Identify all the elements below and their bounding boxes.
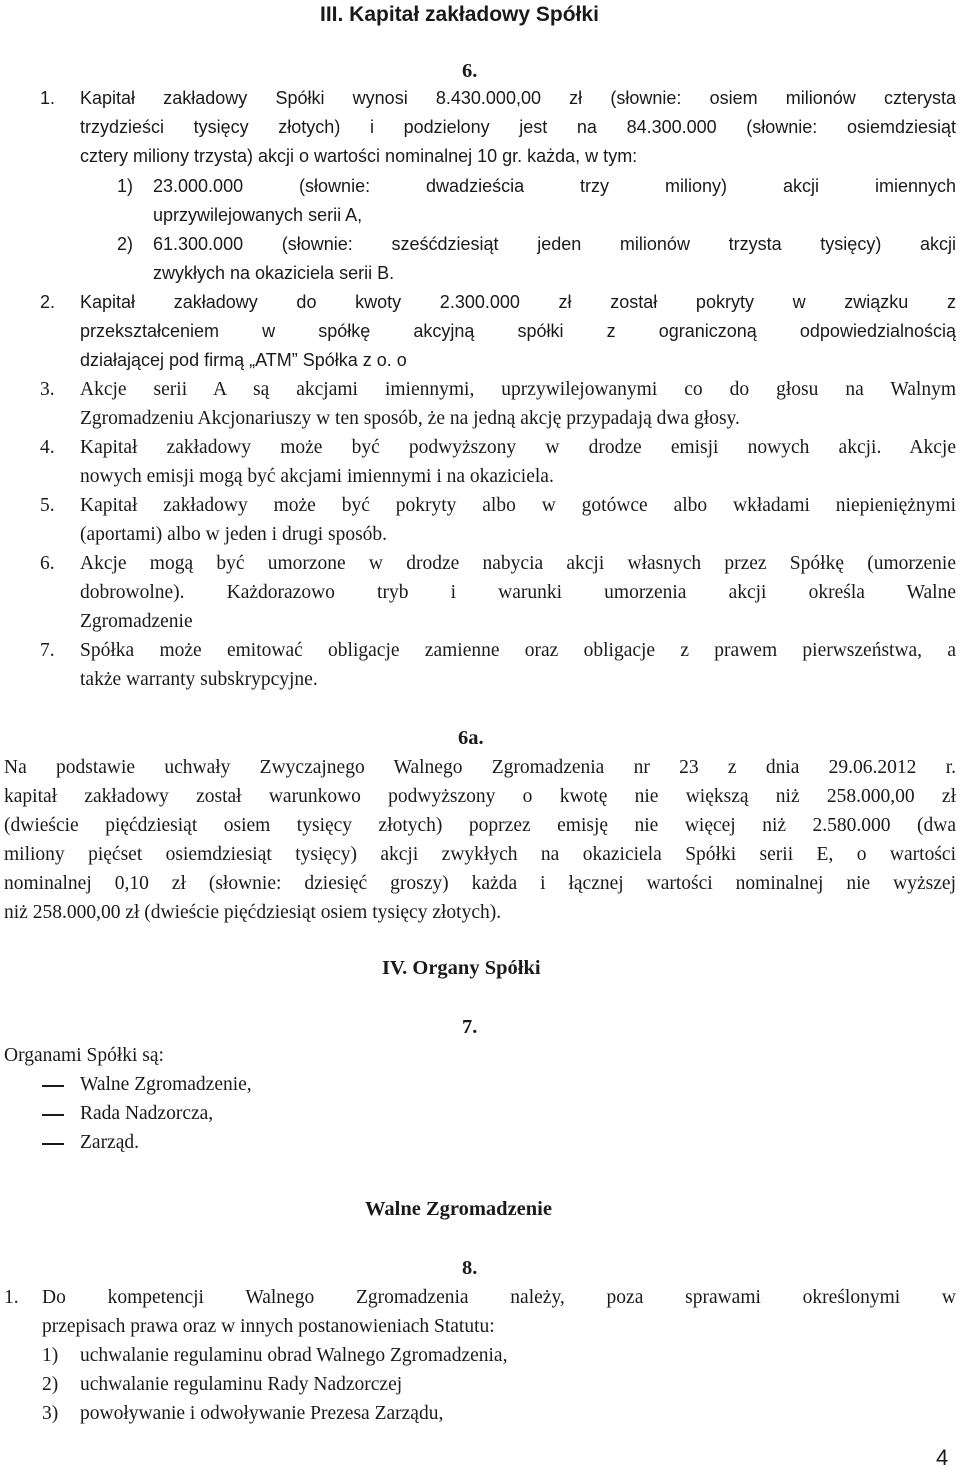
paragraph-text: Na podstawie uchwały Zwyczajnego Walnego Zgromadzenia nr 23 z dnia 29.06.2012 r. kapitał zakładowy został warunkowo podwyższony o kwotę nie większą niż 258.000,00 zł (dwieście pięćdziesiąt osiem tysięcy złotych) poprzez emisję nie więcej niż 2.580.000 (dwa miliony pięćset osiemdziesiąt tysięcy) akcji zwykłych na okaziciela Spółki serii E, o wartości nominalnej 0,10 zł (słownie: dziesięć groszy) każda i łącznej wartości nominalnej nie wyższej niż 258.000,00 zł (dwieście pięćdziesiąt osiem tysięcy złotych). [4,757,956,923]
item-text: Kapitał zakładowy do kwoty 2.300.000 zł został pokryty w związku z przekształceniem w spółkę akcyjną spółki z ograniczoną odpowiedzialnością działającej pod firmą „ATM” Spółka z o. o [80,292,956,370]
item-number: 1. [4,1287,19,1308]
item-text: Kapitał zakładowy może być pokryty albo w gotówce albo wkładami niepieniężnymi (aportami) albo w jeden i drugi sposób. [80,495,956,545]
item-text: Kapitał zakładowy Spółki wynosi 8.430.000,00 zł (słownie: osiem milionów czterysta trzydzieści tysięcy złotych) i podzielony jest na 84.300.000 (słownie: osiemdziesiąt cztery miliony trzysta) akcji o wartości nominalnej 10 gr. każda, w tym: [80,88,956,166]
organs-intro: Organami Spółki są: [4,1045,164,1066]
subitem-text: 61.300.000 (słownie: sześćdziesiąt jeden milionów trzysta tysięcy) akcji zwykłych na okaziciela serii B. [153,234,956,283]
subitem-text: powoływanie i odwoływanie Prezesa Zarządu, [80,1403,444,1424]
list-item: Zarząd. [80,1132,139,1153]
paragraph-number-7: 7. [462,1016,478,1038]
subitem-number: 2) [42,1374,59,1395]
item-number: 7. [40,640,55,661]
subitem-text: uchwalanie regulaminu Rady Nadzorczej [80,1374,403,1395]
item-number: 5. [40,495,55,516]
item-text: Spółka może emitować obligacje zamienne oraz obligacje z prawem pierwszeństwa, a także warranty subskrypcyjne. [80,640,956,690]
item-number: 2. [40,292,56,312]
item-text: Akcje serii A są akcjami imiennymi, uprzywilejowanymi co do głosu na Walnym Zgromadzeniu Akcjonariuszy w ten sposób, że na jedną akcję przypadają dwa głosy. [80,379,956,429]
page-number: 4 [936,1445,949,1470]
subitem-number: 2) [117,234,134,254]
subitem-number: 3) [42,1403,59,1424]
section-title: III. Kapitał zakładowy Spółki [320,3,599,26]
subsection-title: Walne Zgromadzenie [365,1198,552,1220]
subitem-number: 1) [117,176,134,196]
paragraph-number-6: 6. [462,60,478,82]
subitem-text: uchwalanie regulaminu obrad Walnego Zgromadzenia, [80,1345,508,1366]
item-text: Akcje mogą być umorzone w drodze nabycia akcji własnych przez Spółkę (umorzenie dobrowolne). Każdorazowo tryb i warunki umorzenia akcji określa Walne Zgromadzenie [80,553,956,632]
item-number: 4. [40,437,55,458]
paragraph-number-6a: 6a. [458,727,484,749]
item-text: Kapitał zakładowy może być podwyższony w drodze emisji nowych akcji. Akcje nowych emisji mogą być akcjami imiennymi i na okaziciela. [80,437,956,487]
dash-bullet [42,1085,64,1087]
list-item: Walne Zgromadzenie, [80,1074,252,1095]
item-number: 1. [40,88,56,108]
section-title: IV. Organy Spółki [382,957,541,979]
list-item: Rada Nadzorcza, [80,1103,214,1124]
item-text: Do kompetencji Walnego Zgromadzenia należy, poza sprawami określonymi w przepisach prawa oraz w innych postanowieniach Statutu: [42,1287,956,1337]
paragraph-number-8: 8. [462,1257,478,1279]
item-number: 6. [40,553,55,574]
dash-bullet [42,1114,64,1116]
subitem-number: 1) [42,1345,59,1366]
subitem-text: 23.000.000 (słownie: dwadzieścia trzy miliony) akcji imiennych uprzywilejowanych serii A, [153,176,956,225]
item-number: 3. [40,379,55,400]
dash-bullet [42,1143,64,1145]
